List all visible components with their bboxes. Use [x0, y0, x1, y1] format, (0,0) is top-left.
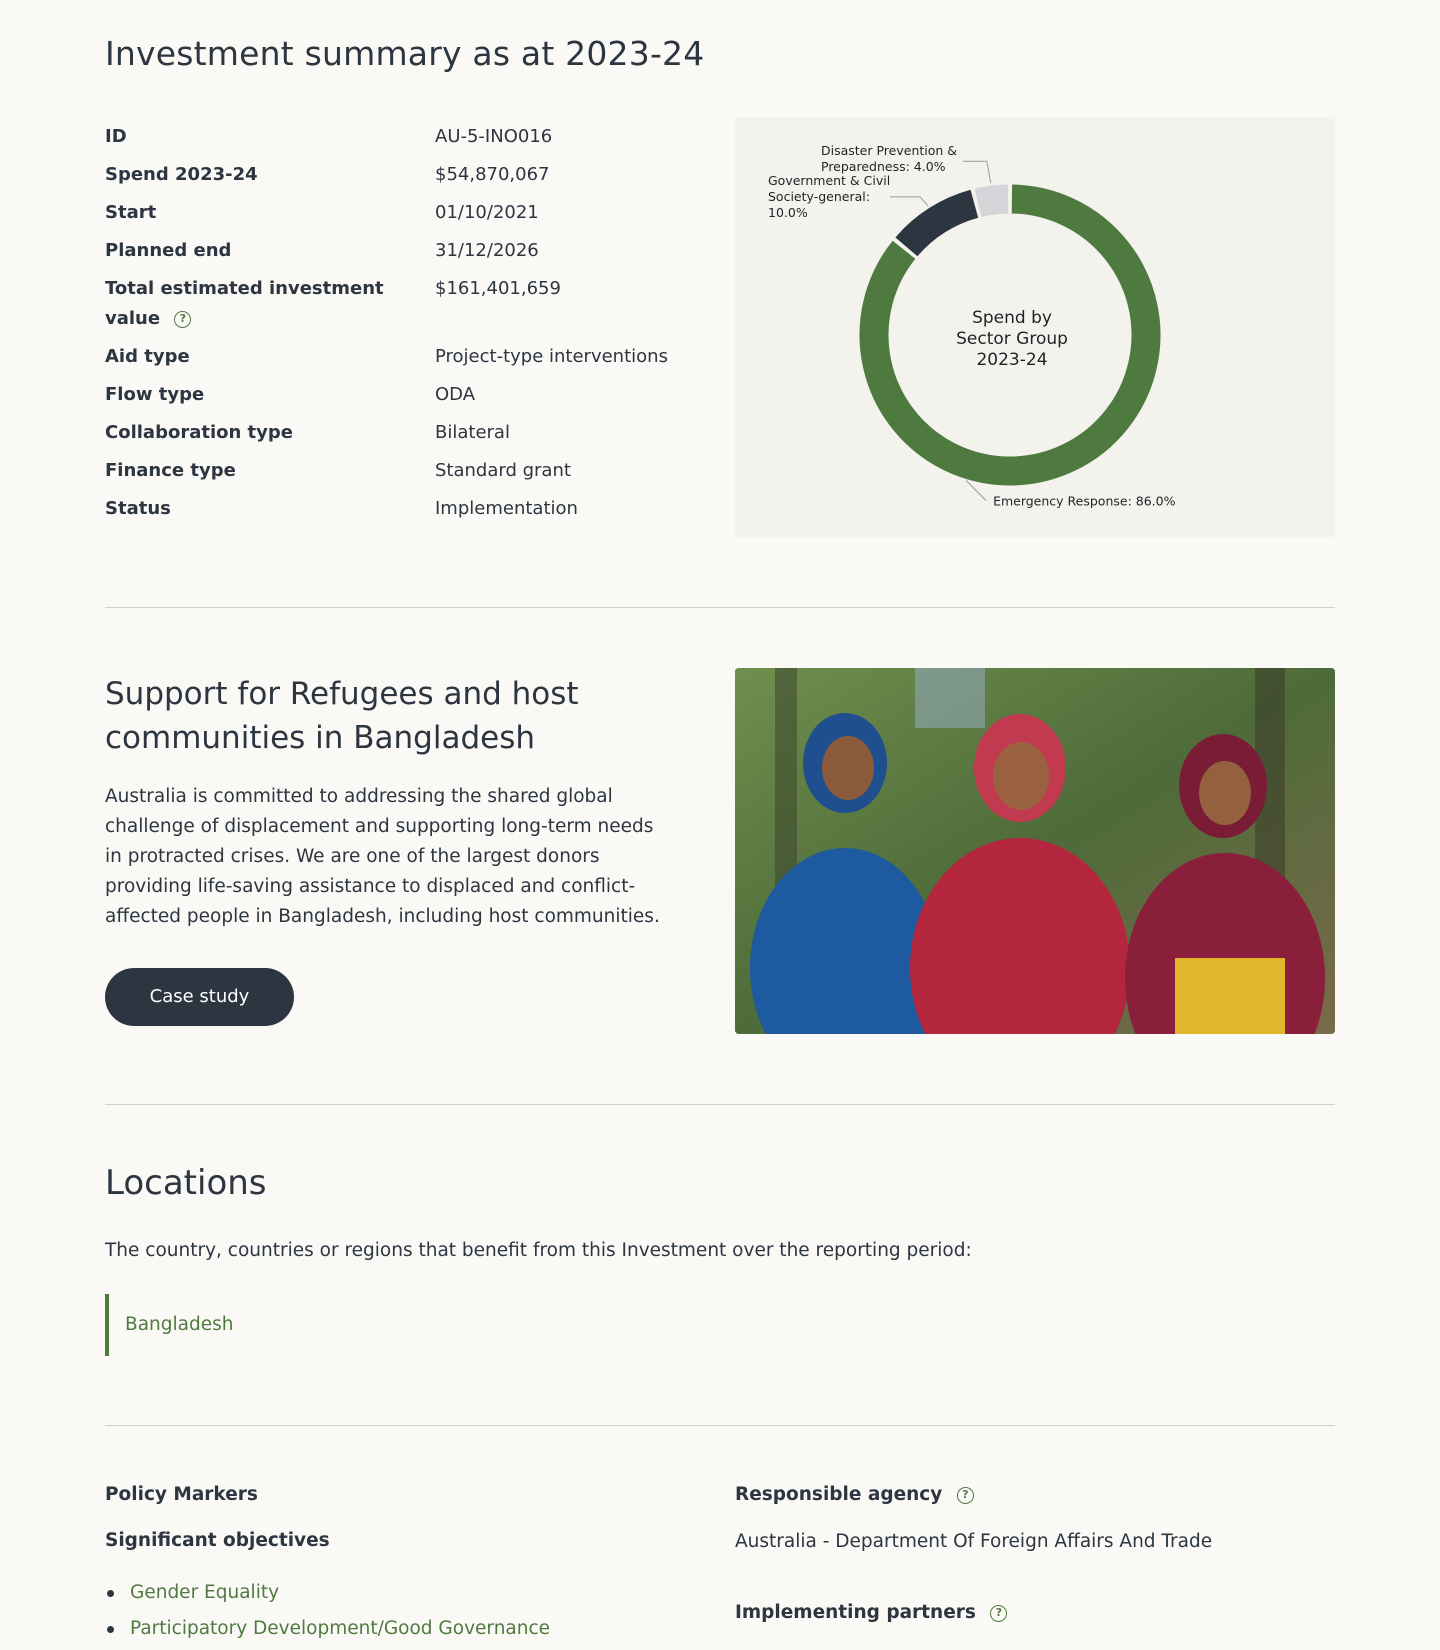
detail-row [105, 274, 705, 334]
list-item[interactable] [105, 1575, 550, 1611]
detail-row [105, 380, 705, 410]
detail-key: Collaboration type [105, 422, 293, 443]
detail-key: Finance type [105, 460, 236, 481]
question-circle-icon[interactable]: ? [990, 1605, 1007, 1622]
slice-label-government-civil-society: Government & Civil [768, 173, 891, 188]
donut-center-label: 2023-24 [976, 350, 1048, 370]
detail-key: Aid type [105, 346, 190, 367]
detail-key [105, 274, 435, 334]
story-photo [735, 668, 1335, 1034]
detail-row [105, 236, 705, 266]
sector-donut-chart [735, 117, 1335, 537]
detail-row [105, 198, 705, 228]
detail-key: Planned end [105, 240, 232, 261]
detail-key: Start [105, 202, 157, 223]
detail-value: Project-type interventions [435, 346, 668, 367]
story-title: Support for Refugees and host communities in Bangladesh [105, 676, 579, 756]
detail-value: $54,870,067 [435, 164, 550, 185]
locations-description: The country, countries or regions that benefit from this Investment over the reporting period: [105, 1240, 972, 1261]
slice-label-disaster-prevention: Disaster Prevention & [821, 143, 958, 158]
bullet-icon [107, 1590, 114, 1597]
question-circle-icon[interactable]: ? [174, 311, 191, 328]
detail-row [105, 342, 705, 372]
detail-value: AU-5-INO016 [435, 126, 553, 147]
leader-line-emergency-response [966, 481, 986, 501]
implementing-partners-label: Implementing partners [735, 1602, 976, 1623]
slice-label-government-civil-society: 10.0% [768, 205, 808, 220]
detail-value: 01/10/2021 [435, 202, 539, 223]
detail-key: Flow type [105, 384, 205, 405]
leader-line-government-civil-society [890, 197, 928, 206]
detail-value: ODA [435, 384, 476, 405]
objectives-list [105, 1575, 550, 1647]
responsible-agency-value: Australia - Department Of Foreign Affairs And Trade [735, 1531, 1213, 1552]
bullet-icon [107, 1626, 114, 1633]
section-divider [105, 607, 1335, 608]
detail-key: Spend 2023-24 [105, 164, 258, 185]
detail-row [105, 122, 705, 152]
leader-line-disaster-prevention [963, 161, 991, 183]
donut-slice-government-civil-society[interactable] [906, 204, 974, 247]
detail-row [105, 160, 705, 190]
responsible-agency-label: Responsible agency [735, 1484, 943, 1505]
donut-slice-disaster-prevention[interactable] [978, 199, 1008, 203]
page-title: Investment summary as at 2023-24 [105, 34, 705, 73]
detail-value: $161,401,659 [435, 278, 561, 299]
detail-value: Standard grant [435, 460, 571, 481]
objective-link[interactable]: Participatory Development/Good Governance [130, 1618, 551, 1639]
significant-objectives-heading: Significant objectives [105, 1530, 330, 1551]
detail-key: Status [105, 498, 171, 519]
slice-label-disaster-prevention: Preparedness: 4.0% [821, 159, 946, 174]
question-circle-icon[interactable]: ? [957, 1487, 974, 1504]
story-text: Australia is committed to addressing the shared global challenge of displacement and supporting long-term needs in protracted crises. We are one of the largest donors providing life-saving assistance to displaced and conflict-affected people in Bangladesh, including host communities. [105, 786, 660, 927]
detail-key-label: Total estimated investment value [105, 278, 384, 329]
detail-row [105, 494, 705, 524]
locations-title: Locations [105, 1163, 267, 1203]
donut-center-label: Spend by [972, 308, 1052, 328]
location-item[interactable]: Bangladesh [105, 1294, 233, 1356]
slice-label-emergency-response: Emergency Response: 86.0% [993, 493, 1176, 509]
investment-details [105, 122, 705, 532]
slice-label-government-civil-society: Society-general: [768, 189, 870, 204]
detail-row [105, 456, 705, 486]
detail-value: Implementation [435, 498, 578, 519]
detail-value: Bilateral [435, 422, 510, 443]
detail-value: 31/12/2026 [435, 240, 539, 261]
section-divider [105, 1425, 1335, 1426]
implementing-partners-heading [735, 1602, 1007, 1623]
policy-markers-heading: Policy Markers [105, 1484, 258, 1505]
donut-center-label: Sector Group [956, 329, 1068, 349]
case-study-button[interactable]: Case study [105, 968, 294, 1026]
objective-link[interactable]: Gender Equality [130, 1582, 280, 1603]
donut-svg [735, 117, 1335, 537]
responsible-agency-heading [735, 1484, 974, 1505]
list-item[interactable] [105, 1611, 550, 1647]
photo-illustration [735, 668, 1335, 1034]
section-divider [105, 1104, 1335, 1105]
detail-row [105, 418, 705, 448]
detail-key: ID [105, 126, 127, 147]
